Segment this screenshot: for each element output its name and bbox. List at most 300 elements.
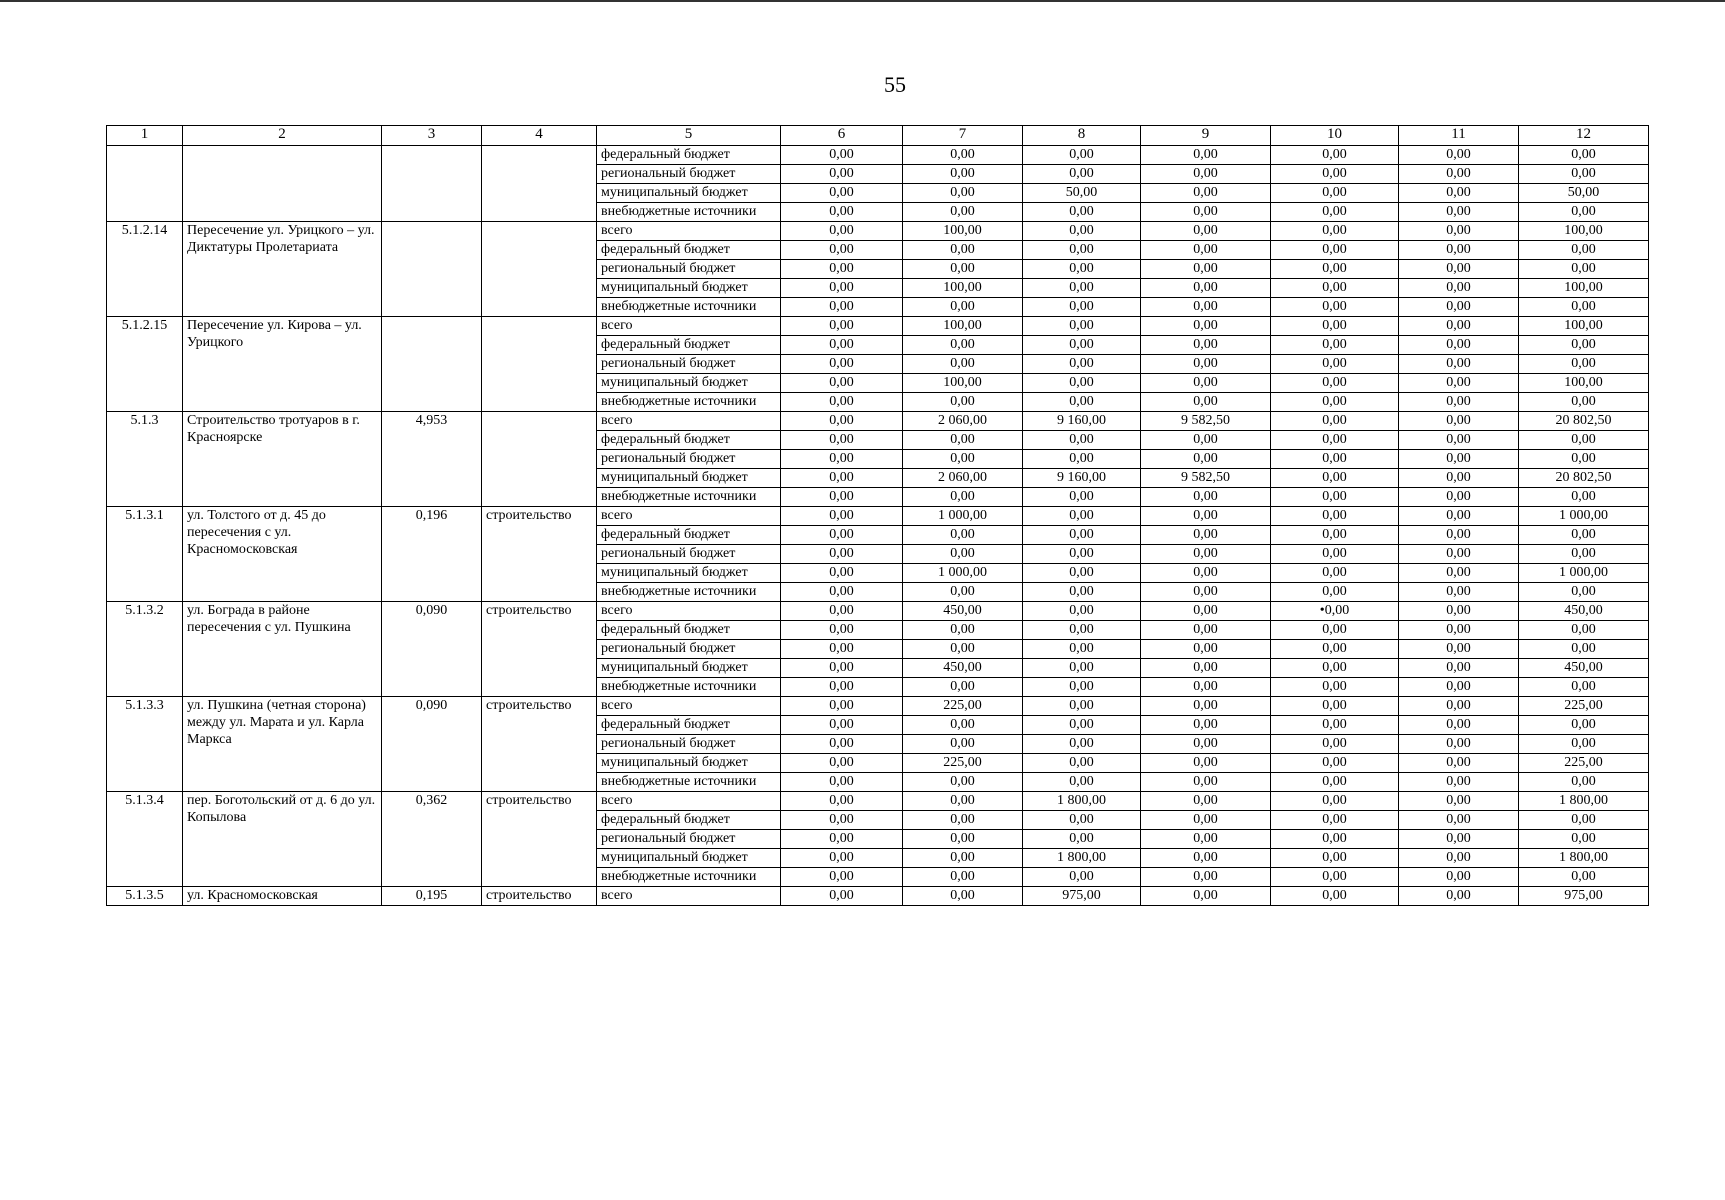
item-code: 5.1.3 (107, 412, 183, 507)
amount-cell: 0,00 (1141, 165, 1271, 184)
funding-source: всего (597, 222, 781, 241)
amount-cell: 0,00 (903, 450, 1023, 469)
amount-cell: 0,00 (1141, 887, 1271, 906)
work-type: строительство (482, 887, 597, 906)
amount-cell: 0,00 (903, 298, 1023, 317)
amount-cell: 0,00 (1271, 298, 1399, 317)
amount-cell: 0,00 (1271, 507, 1399, 526)
amount-cell: 0,00 (781, 526, 903, 545)
amount-cell: 0,00 (781, 507, 903, 526)
funding-source: всего (597, 697, 781, 716)
amount-cell: 0,00 (1519, 450, 1649, 469)
amount-cell: 0,00 (1023, 222, 1141, 241)
funding-source: всего (597, 412, 781, 431)
amount-cell: 0,00 (1271, 412, 1399, 431)
table-row (107, 887, 1649, 906)
amount-cell: 225,00 (903, 754, 1023, 773)
amount-cell: 0,00 (1399, 241, 1519, 260)
column-header: 2 (183, 126, 382, 146)
amount-cell: 0,00 (1271, 545, 1399, 564)
amount-cell: 0,00 (781, 887, 903, 906)
amount-cell: 0,00 (1141, 222, 1271, 241)
amount-cell: 0,00 (1271, 336, 1399, 355)
amount-cell: 0,00 (1141, 241, 1271, 260)
amount-cell: 0,00 (781, 431, 903, 450)
funding-source: региональный бюджет (597, 355, 781, 374)
amount-cell: 0,00 (1141, 849, 1271, 868)
amount-cell: 0,00 (1023, 583, 1141, 602)
amount-cell: 0,00 (1271, 564, 1399, 583)
amount-cell: 0,00 (1271, 222, 1399, 241)
item-name: ул. Красномосковская (183, 887, 382, 906)
amount-cell: 0,00 (1141, 678, 1271, 697)
amount-cell: 2 060,00 (903, 412, 1023, 431)
amount-cell: 0,00 (1271, 735, 1399, 754)
amount-cell: 0,00 (781, 830, 903, 849)
amount-cell: 0,00 (781, 317, 903, 336)
funding-source: внебюджетные источники (597, 583, 781, 602)
amount-cell: 0,00 (781, 754, 903, 773)
amount-cell: 0,00 (1399, 450, 1519, 469)
funding-source: муниципальный бюджет (597, 279, 781, 298)
funding-source: внебюджетные источники (597, 203, 781, 222)
work-type (482, 317, 597, 412)
amount-cell: 0,00 (1141, 583, 1271, 602)
table-row (107, 792, 1649, 811)
funding-source: федеральный бюджет (597, 241, 781, 260)
item-name: Строительство тротуаров в г. Красноярске (183, 412, 382, 507)
amount-cell: 100,00 (903, 317, 1023, 336)
amount-cell: 0,00 (1399, 545, 1519, 564)
amount-cell: 0,00 (903, 184, 1023, 203)
amount-cell: 0,00 (1271, 450, 1399, 469)
amount-cell: 0,00 (903, 431, 1023, 450)
amount-cell: 0,00 (1399, 184, 1519, 203)
funding-source: всего (597, 317, 781, 336)
amount-cell: 0,00 (781, 260, 903, 279)
amount-cell: 1 800,00 (1519, 849, 1649, 868)
amount-cell: 0,00 (1141, 716, 1271, 735)
amount-cell: 0,00 (1399, 260, 1519, 279)
amount-cell: 1 800,00 (1519, 792, 1649, 811)
amount-cell: 0,00 (1271, 374, 1399, 393)
funding-source: всего (597, 887, 781, 906)
amount-cell: 0,00 (1399, 811, 1519, 830)
amount-cell: 20 802,50 (1519, 469, 1649, 488)
amount-cell: 0,00 (1519, 868, 1649, 887)
funding-source: муниципальный бюджет (597, 849, 781, 868)
funding-source: региональный бюджет (597, 450, 781, 469)
amount-cell: 0,00 (1023, 602, 1141, 621)
amount-cell: 225,00 (903, 697, 1023, 716)
amount-cell: 1 000,00 (1519, 564, 1649, 583)
amount-cell: 0,00 (1519, 241, 1649, 260)
amount-cell: 0,00 (1023, 564, 1141, 583)
amount-cell: 0,00 (1023, 868, 1141, 887)
amount-cell: 50,00 (1023, 184, 1141, 203)
funding-source: внебюджетные источники (597, 488, 781, 507)
amount-cell: 0,00 (1023, 526, 1141, 545)
amount-cell: 0,00 (1271, 469, 1399, 488)
work-type: строительство (482, 697, 597, 792)
amount-cell: 0,00 (1519, 260, 1649, 279)
column-header: 5 (597, 126, 781, 146)
item-code: 5.1.2.14 (107, 222, 183, 317)
amount-cell: 0,00 (1399, 678, 1519, 697)
amount-cell: 0,00 (1399, 868, 1519, 887)
amount-cell: 9 582,50 (1141, 469, 1271, 488)
amount-cell: 0,00 (781, 298, 903, 317)
amount-cell: 0,00 (1399, 887, 1519, 906)
amount-cell: 0,00 (1023, 507, 1141, 526)
amount-cell: 0,00 (1141, 374, 1271, 393)
amount-cell: 0,00 (1399, 640, 1519, 659)
amount-cell: 0,00 (903, 830, 1023, 849)
item-length: 0,195 (382, 887, 482, 906)
amount-cell: 0,00 (1271, 640, 1399, 659)
amount-cell: 0,00 (1271, 260, 1399, 279)
amount-cell: 0,00 (1271, 279, 1399, 298)
amount-cell: 0,00 (1271, 716, 1399, 735)
amount-cell: 0,00 (1271, 621, 1399, 640)
amount-cell: 0,00 (903, 165, 1023, 184)
funding-source: региональный бюджет (597, 640, 781, 659)
amount-cell: 0,00 (1023, 773, 1141, 792)
work-type: строительство (482, 602, 597, 697)
item-length: 0,196 (382, 507, 482, 602)
amount-cell: 0,00 (1519, 165, 1649, 184)
amount-cell: 450,00 (1519, 602, 1649, 621)
amount-cell: 0,00 (781, 184, 903, 203)
amount-cell: 0,00 (1519, 355, 1649, 374)
amount-cell: 0,00 (1271, 754, 1399, 773)
amount-cell: 0,00 (1023, 431, 1141, 450)
item-name: ул. Пушкина (четная сторона) между ул. Марата и ул. Карла Маркса (183, 697, 382, 792)
amount-cell: 0,00 (1023, 450, 1141, 469)
amount-cell: 0,00 (1399, 469, 1519, 488)
amount-cell: 0,00 (1399, 564, 1519, 583)
amount-cell: 0,00 (1271, 146, 1399, 165)
amount-cell: 0,00 (781, 868, 903, 887)
column-header: 8 (1023, 126, 1141, 146)
funding-source: муниципальный бюджет (597, 374, 781, 393)
amount-cell: 0,00 (1399, 279, 1519, 298)
amount-cell: 0,00 (1399, 697, 1519, 716)
amount-cell: 0,00 (903, 526, 1023, 545)
amount-cell: 0,00 (781, 241, 903, 260)
amount-cell: 0,00 (1023, 830, 1141, 849)
amount-cell: 0,00 (1141, 773, 1271, 792)
amount-cell: 0,00 (1023, 393, 1141, 412)
column-header: 4 (482, 126, 597, 146)
funding-source: федеральный бюджет (597, 811, 781, 830)
amount-cell: 0,00 (1023, 165, 1141, 184)
amount-cell: 0,00 (1399, 412, 1519, 431)
amount-cell: 0,00 (781, 203, 903, 222)
amount-cell: 0,00 (1519, 678, 1649, 697)
column-header: 11 (1399, 126, 1519, 146)
amount-cell: 0,00 (1141, 830, 1271, 849)
amount-cell: 0,00 (1023, 317, 1141, 336)
item-length: 0,090 (382, 697, 482, 792)
amount-cell: 0,00 (1519, 773, 1649, 792)
amount-cell: 975,00 (1519, 887, 1649, 906)
amount-cell: 0,00 (781, 374, 903, 393)
amount-cell: 0,00 (1141, 317, 1271, 336)
amount-cell: 100,00 (1519, 279, 1649, 298)
amount-cell: 0,00 (903, 355, 1023, 374)
item-code: 5.1.3.1 (107, 507, 183, 602)
amount-cell: 0,00 (1519, 716, 1649, 735)
amount-cell: 0,00 (1399, 298, 1519, 317)
item-code: 5.1.3.2 (107, 602, 183, 697)
amount-cell: 0,00 (1141, 336, 1271, 355)
table-row (107, 697, 1649, 716)
amount-cell: 0,00 (1023, 716, 1141, 735)
amount-cell: 450,00 (903, 602, 1023, 621)
amount-cell: 0,00 (781, 450, 903, 469)
column-header: 9 (1141, 126, 1271, 146)
amount-cell: 0,00 (781, 222, 903, 241)
amount-cell: 0,00 (1141, 792, 1271, 811)
item-length: 0,362 (382, 792, 482, 887)
amount-cell: 0,00 (781, 716, 903, 735)
amount-cell: 0,00 (1271, 773, 1399, 792)
amount-cell: 1 800,00 (1023, 792, 1141, 811)
amount-cell: 0,00 (1519, 488, 1649, 507)
table-row (107, 507, 1649, 526)
amount-cell: 0,00 (1141, 564, 1271, 583)
amount-cell: 0,00 (1271, 887, 1399, 906)
amount-cell: 0,00 (781, 412, 903, 431)
amount-cell: 225,00 (1519, 697, 1649, 716)
amount-cell: 0,00 (1023, 298, 1141, 317)
amount-cell: 0,00 (1141, 146, 1271, 165)
amount-cell: 0,00 (781, 488, 903, 507)
table-row (107, 412, 1649, 431)
amount-cell: 0,00 (1271, 165, 1399, 184)
work-type (482, 146, 597, 222)
table-row (107, 602, 1649, 621)
amount-cell: 0,00 (903, 868, 1023, 887)
amount-cell: 0,00 (903, 621, 1023, 640)
amount-cell: 0,00 (1023, 374, 1141, 393)
item-code: 5.1.3.5 (107, 887, 183, 906)
amount-cell: 50,00 (1519, 184, 1649, 203)
amount-cell: 0,00 (903, 488, 1023, 507)
item-length: 4,953 (382, 412, 482, 507)
amount-cell: 0,00 (1271, 393, 1399, 412)
amount-cell: 0,00 (1271, 526, 1399, 545)
amount-cell: 0,00 (1141, 659, 1271, 678)
amount-cell: 0,00 (1399, 754, 1519, 773)
funding-source: муниципальный бюджет (597, 564, 781, 583)
amount-cell: 0,00 (1141, 640, 1271, 659)
amount-cell: 0,00 (1141, 507, 1271, 526)
amount-cell: 0,00 (1519, 811, 1649, 830)
amount-cell: 0,00 (1271, 792, 1399, 811)
amount-cell: 0,00 (1399, 431, 1519, 450)
column-header: 3 (382, 126, 482, 146)
amount-cell: 0,00 (1141, 868, 1271, 887)
work-type: строительство (482, 792, 597, 887)
amount-cell: 0,00 (1023, 488, 1141, 507)
page-number: 55 (884, 72, 906, 97)
amount-cell: 0,00 (903, 811, 1023, 830)
funding-source: федеральный бюджет (597, 336, 781, 355)
amount-cell: 9 582,50 (1141, 412, 1271, 431)
amount-cell: 0,00 (1399, 602, 1519, 621)
amount-cell: 100,00 (1519, 374, 1649, 393)
table-row (107, 146, 1649, 165)
table-row (107, 222, 1649, 241)
funding-source: региональный бюджет (597, 165, 781, 184)
amount-cell: 0,00 (1023, 203, 1141, 222)
amount-cell: 0,00 (1023, 678, 1141, 697)
amount-cell: 1 000,00 (1519, 507, 1649, 526)
amount-cell: 0,00 (1141, 735, 1271, 754)
amount-cell: 0,00 (1141, 754, 1271, 773)
amount-cell: 0,00 (1399, 165, 1519, 184)
amount-cell: 0,00 (1519, 431, 1649, 450)
amount-cell: •0,00 (1271, 602, 1399, 621)
amount-cell: 0,00 (781, 621, 903, 640)
amount-cell: 0,00 (1271, 431, 1399, 450)
amount-cell: 0,00 (1023, 279, 1141, 298)
amount-cell: 0,00 (1399, 507, 1519, 526)
amount-cell: 0,00 (1519, 298, 1649, 317)
funding-source: внебюджетные источники (597, 678, 781, 697)
amount-cell: 0,00 (1399, 203, 1519, 222)
amount-cell: 0,00 (1271, 659, 1399, 678)
amount-cell: 0,00 (903, 735, 1023, 754)
amount-cell: 0,00 (781, 583, 903, 602)
item-name: Пересечение ул. Урицкого – ул. Диктатуры Пролетариата (183, 222, 382, 317)
funding-source: всего (597, 792, 781, 811)
amount-cell: 0,00 (1519, 640, 1649, 659)
item-name (183, 146, 382, 222)
funding-source: муниципальный бюджет (597, 184, 781, 203)
funding-source: муниципальный бюджет (597, 469, 781, 488)
amount-cell: 0,00 (1023, 735, 1141, 754)
amount-cell: 0,00 (1519, 830, 1649, 849)
amount-cell: 0,00 (903, 792, 1023, 811)
funding-source: региональный бюджет (597, 735, 781, 754)
amount-cell: 0,00 (1271, 241, 1399, 260)
work-type (482, 222, 597, 317)
amount-cell: 0,00 (781, 602, 903, 621)
amount-cell: 0,00 (1519, 336, 1649, 355)
amount-cell: 0,00 (1271, 868, 1399, 887)
amount-cell: 0,00 (1141, 602, 1271, 621)
amount-cell: 9 160,00 (1023, 469, 1141, 488)
amount-cell: 0,00 (1519, 545, 1649, 564)
amount-cell: 0,00 (1399, 716, 1519, 735)
amount-cell: 0,00 (781, 735, 903, 754)
amount-cell: 0,00 (1519, 146, 1649, 165)
table-row (107, 317, 1649, 336)
item-length (382, 146, 482, 222)
amount-cell: 0,00 (1519, 203, 1649, 222)
funding-source: федеральный бюджет (597, 431, 781, 450)
column-header: 12 (1519, 126, 1649, 146)
amount-cell: 0,00 (1141, 279, 1271, 298)
amount-cell: 0,00 (1141, 621, 1271, 640)
amount-cell: 100,00 (903, 279, 1023, 298)
funding-source: федеральный бюджет (597, 146, 781, 165)
amount-cell: 0,00 (903, 640, 1023, 659)
amount-cell: 0,00 (1399, 317, 1519, 336)
amount-cell: 0,00 (1399, 146, 1519, 165)
amount-cell: 0,00 (903, 203, 1023, 222)
amount-cell: 0,00 (1519, 583, 1649, 602)
item-name: пер. Боготольский от д. 6 до ул. Копылова (183, 792, 382, 887)
amount-cell: 0,00 (781, 393, 903, 412)
funding-source: региональный бюджет (597, 830, 781, 849)
amount-cell: 0,00 (1023, 811, 1141, 830)
amount-cell: 0,00 (1141, 431, 1271, 450)
amount-cell: 0,00 (1399, 336, 1519, 355)
amount-cell: 0,00 (781, 811, 903, 830)
amount-cell: 0,00 (903, 678, 1023, 697)
scan-edge (0, 0, 1725, 2)
amount-cell: 0,00 (1141, 526, 1271, 545)
amount-cell: 0,00 (1141, 450, 1271, 469)
amount-cell: 0,00 (1271, 678, 1399, 697)
amount-cell: 0,00 (1141, 488, 1271, 507)
amount-cell: 0,00 (1141, 545, 1271, 564)
amount-cell: 0,00 (1399, 621, 1519, 640)
funding-source: федеральный бюджет (597, 716, 781, 735)
amount-cell: 0,00 (903, 393, 1023, 412)
amount-cell: 0,00 (1399, 773, 1519, 792)
funding-source: федеральный бюджет (597, 526, 781, 545)
amount-cell: 0,00 (781, 659, 903, 678)
item-code: 5.1.3.4 (107, 792, 183, 887)
amount-cell: 0,00 (1399, 488, 1519, 507)
funding-source: региональный бюджет (597, 260, 781, 279)
funding-source: муниципальный бюджет (597, 754, 781, 773)
amount-cell: 0,00 (903, 545, 1023, 564)
amount-cell: 0,00 (1399, 526, 1519, 545)
amount-cell: 0,00 (781, 792, 903, 811)
amount-cell: 0,00 (781, 336, 903, 355)
amount-cell: 0,00 (781, 469, 903, 488)
amount-cell: 0,00 (1271, 697, 1399, 716)
amount-cell: 450,00 (1519, 659, 1649, 678)
amount-cell: 0,00 (781, 165, 903, 184)
amount-cell: 2 060,00 (903, 469, 1023, 488)
amount-cell: 0,00 (903, 887, 1023, 906)
amount-cell: 0,00 (1271, 830, 1399, 849)
amount-cell: 0,00 (1399, 355, 1519, 374)
amount-cell: 0,00 (1023, 754, 1141, 773)
amount-cell: 0,00 (781, 697, 903, 716)
amount-cell: 0,00 (781, 849, 903, 868)
amount-cell: 100,00 (903, 374, 1023, 393)
funding-source: федеральный бюджет (597, 621, 781, 640)
item-name: Пересечение ул. Кирова – ул. Урицкого (183, 317, 382, 412)
work-type (482, 412, 597, 507)
amount-cell: 1 000,00 (903, 507, 1023, 526)
amount-cell: 0,00 (781, 773, 903, 792)
amount-cell: 0,00 (781, 545, 903, 564)
amount-cell: 100,00 (1519, 222, 1649, 241)
funding-source: всего (597, 602, 781, 621)
amount-cell: 0,00 (1023, 146, 1141, 165)
item-code: 5.1.2.15 (107, 317, 183, 412)
amount-cell: 0,00 (781, 355, 903, 374)
